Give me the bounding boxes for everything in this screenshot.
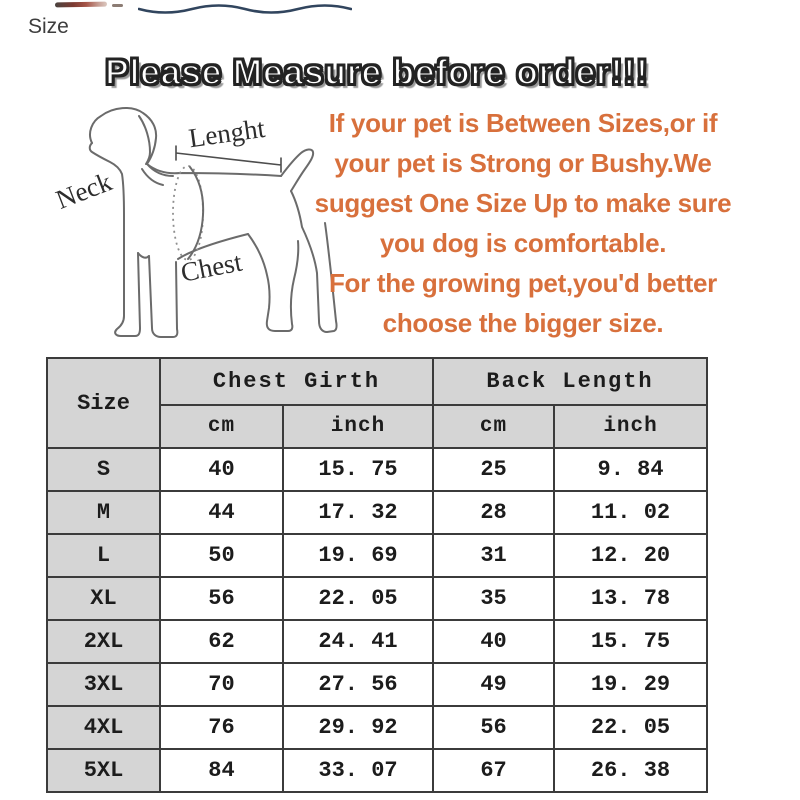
cell-back-cm: 49 xyxy=(433,663,554,706)
cell-back-inch: 15. 75 xyxy=(554,620,707,663)
top-edge-artifact-dash xyxy=(112,4,123,7)
unit-header-chest-cm: cm xyxy=(160,405,283,448)
col-header-chest-girth: Chest Girth xyxy=(160,358,433,405)
cell-chest-inch: 17. 32 xyxy=(283,491,433,534)
length-measure-label: Lenght xyxy=(186,112,267,154)
cell-chest-cm: 44 xyxy=(160,491,283,534)
top-edge-artifact xyxy=(55,2,107,8)
table-row-5xl xyxy=(47,749,707,792)
advice-line-2: your pet is Strong or Bushy.We xyxy=(334,148,712,178)
dog-front-leg-a xyxy=(115,236,140,336)
dog-ear-line xyxy=(139,116,150,164)
dog-brisket-line xyxy=(138,253,149,258)
table-row-m xyxy=(47,491,707,534)
table-row-2xl xyxy=(47,620,707,663)
size-row-label: XL xyxy=(47,577,160,620)
cell-chest-inch: 27. 56 xyxy=(283,663,433,706)
advice-line-3: suggest One Size Up to make sure xyxy=(314,188,732,218)
size-row-label: S xyxy=(47,448,160,491)
cell-back-cm: 31 xyxy=(433,534,554,577)
advice-line-6: choose the bigger size. xyxy=(382,308,664,338)
table-row-l xyxy=(47,534,707,577)
cell-chest-cm: 70 xyxy=(160,663,283,706)
unit-header-chest-inch: inch xyxy=(283,405,433,448)
cell-chest-inch: 22. 05 xyxy=(283,577,433,620)
cell-back-cm: 28 xyxy=(433,491,554,534)
col-header-back-length: Back Length xyxy=(433,358,707,405)
sizing-advice-text xyxy=(315,103,732,343)
cell-back-inch: 13. 78 xyxy=(554,577,707,620)
table-row-4xl xyxy=(47,706,707,749)
cell-chest-inch: 24. 41 xyxy=(283,620,433,663)
cell-chest-inch: 15. 75 xyxy=(283,448,433,491)
advice-line-5: For the growing pet,you'd better xyxy=(328,268,718,298)
cell-chest-cm: 40 xyxy=(160,448,283,491)
cell-chest-inch: 29. 92 xyxy=(283,706,433,749)
neck-measure-label: Neck xyxy=(51,166,116,215)
cell-back-inch: 9. 84 xyxy=(554,448,707,491)
chest-girth-arc xyxy=(188,167,203,259)
unit-header-back-inch: inch xyxy=(554,405,707,448)
advice-line-4: you dog is comfortable. xyxy=(379,228,667,258)
dog-measurement-diagram xyxy=(30,95,350,345)
cell-chest-cm: 56 xyxy=(160,577,283,620)
cell-back-inch: 11. 02 xyxy=(554,491,707,534)
wavy-divider xyxy=(138,1,352,17)
table-row-s xyxy=(47,448,707,491)
table-row-xl xyxy=(47,577,707,620)
dog-back-line xyxy=(147,164,281,176)
dog-hind-leg-near xyxy=(248,234,298,331)
size-row-label: 5XL xyxy=(47,749,160,792)
cell-back-inch: 19. 29 xyxy=(554,663,707,706)
cell-back-inch: 22. 05 xyxy=(554,706,707,749)
size-row-label: L xyxy=(47,534,160,577)
cell-chest-cm: 76 xyxy=(160,706,283,749)
cell-chest-cm: 50 xyxy=(160,534,283,577)
cell-chest-cm: 84 xyxy=(160,749,283,792)
advice-line-1: If your pet is Between Sizes,or if xyxy=(328,108,718,138)
section-title-size: Size xyxy=(28,15,69,38)
cell-back-cm: 56 xyxy=(433,706,554,749)
col-header-size: Size xyxy=(47,358,160,448)
cell-chest-inch: 33. 07 xyxy=(283,749,433,792)
cell-back-inch: 26. 38 xyxy=(554,749,707,792)
cell-back-cm: 40 xyxy=(433,620,554,663)
cell-back-cm: 67 xyxy=(433,749,554,792)
dog-front-leg-b xyxy=(149,256,177,337)
cell-back-inch: 12. 20 xyxy=(554,534,707,577)
cell-back-cm: 25 xyxy=(433,448,554,491)
cell-chest-cm: 62 xyxy=(160,620,283,663)
measure-warning-title: Please Measure before order!!! xyxy=(105,53,649,92)
table-row-3xl xyxy=(47,663,707,706)
size-row-label: 3XL xyxy=(47,663,160,706)
cell-back-cm: 35 xyxy=(433,577,554,620)
size-chart-table xyxy=(46,357,708,793)
dog-tail xyxy=(281,149,313,191)
chest-measure-label: Chest xyxy=(178,246,245,288)
cell-chest-inch: 19. 69 xyxy=(283,534,433,577)
size-row-label: 4XL xyxy=(47,706,160,749)
unit-header-back-cm: cm xyxy=(433,405,554,448)
size-row-label: 2XL xyxy=(47,620,160,663)
size-row-label: M xyxy=(47,491,160,534)
